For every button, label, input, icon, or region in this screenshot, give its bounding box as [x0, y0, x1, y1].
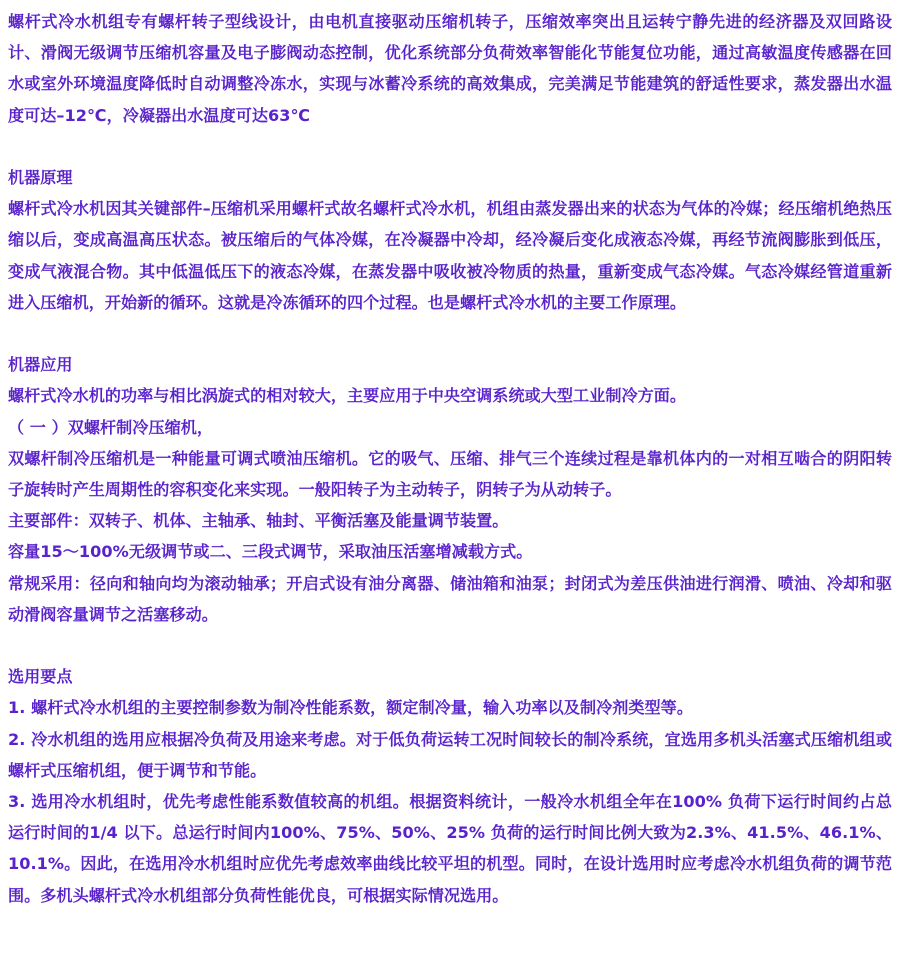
application-line: 容量15～100%无级调节或二、三段式调节，采取油压活塞增减载方式。 — [8, 542, 533, 562]
intro-paragraph: 螺杆式冷水机组专有螺杆转子型线设计，由电机直接驱动压缩机转子，压缩效率突出且运转宁静先进的经济器及双回路设计、滑阀无级调节压缩机容量及电子膨阀动态控制，优化系统部分负荷效率智能化节能复位功能，通过高敏温度传感器在回水或室外环境温度降低时自动调整冷冻水，实现与冰蓄冷系统的高效集成，完美满足节能建筑的舒适性要求，蒸发器出水温度可达–12℃，冷凝器出水温度可达63℃ — [8, 12, 892, 125]
selection-point: 2. 冷水机组的选用应根据冷负荷及用途来考虑。对于低负荷运转工况时间较长的制冷系统，宜选用多机头活塞式压缩机组或螺杆式压缩机组，便于调节和节能。 — [8, 729, 892, 780]
selection-heading: 选用要点 — [8, 667, 73, 687]
section-spacer — [8, 131, 892, 162]
application-line: 常规采用：径向和轴向均为滚动轴承；开启式设有油分离器、储油箱和油泵；封闭式为差压供油进行润滑、喷油、冷却和驱动滑阀容量调节之活塞移动。 — [8, 573, 892, 624]
application-line: 双螺杆制冷压缩机是一种能量可调式喷油压缩机。它的吸气、压缩、排气三个连续过程是靠机体内的一对相互啮合的阴阳转子旋转时产生周期性的容积变化来实现。一般阳转子为主动转子，阴转子为从动转子。 — [8, 448, 892, 500]
principle-heading: 机器原理 — [8, 168, 73, 187]
application-heading: 机器应用 — [8, 355, 73, 375]
application-line: 主要部件：双转子、机体、主轴承、轴封、平衡活塞及能量调节装置。 — [8, 511, 509, 531]
principle-paragraph: 螺杆式冷水机因其关键部件–压缩机采用螺杆式故名螺杆式冷水机，机组由蒸发器出来的状态为气体的冷媒；经压缩机绝热压缩以后，变成高温高压状态。被压缩后的气体冷媒，在冷凝器中冷却，经冷凝后变化成液态冷媒，再经节流阀膨胀到低压，变成气液混合物。其中低温低压下的液态冷媒，在蒸发器中吸收被冷物质的热量，重新变成气态冷媒。气态冷媒经管道重新进入压缩机，开始新的循环。这就是冷冻循环的四个过程。也是螺杆式冷水机的主要工作原理。 — [8, 199, 892, 312]
section-spacer — [8, 318, 892, 349]
application-subheading: （ 一 ）双螺杆制冷压缩机， — [8, 417, 214, 437]
selection-point: 3. 选用冷水机组时，优先考虑性能系数值较高的机组。根据资料统计，一般冷水机组全年在100% 负荷下运行时间约占总运行时间的1/4 以下。总运行时间内100%、75%、50%、25% 负荷的运行时间比例大致为2.3%、41.5%、46.1%、10.1%。因此，在选用冷水机组时应优先考虑效率曲线比较平坦的机型。同时，在设计选用时应考虑冷水机组负荷的调节范围。多机头螺杆式冷水机组部分负荷性能优良，可根据实际情况选用。 — [8, 792, 892, 905]
section-spacer — [8, 630, 892, 661]
selection-point: 1. 螺杆式冷水机组的主要控制参数为制冷性能系数，额定制冷量，输入功率以及制冷剂类型等。 — [8, 698, 693, 718]
application-line: 螺杆式冷水机的功率与相比涡旋式的相对较大，主要应用于中央空调系统或大型工业制冷方面。 — [8, 386, 687, 406]
